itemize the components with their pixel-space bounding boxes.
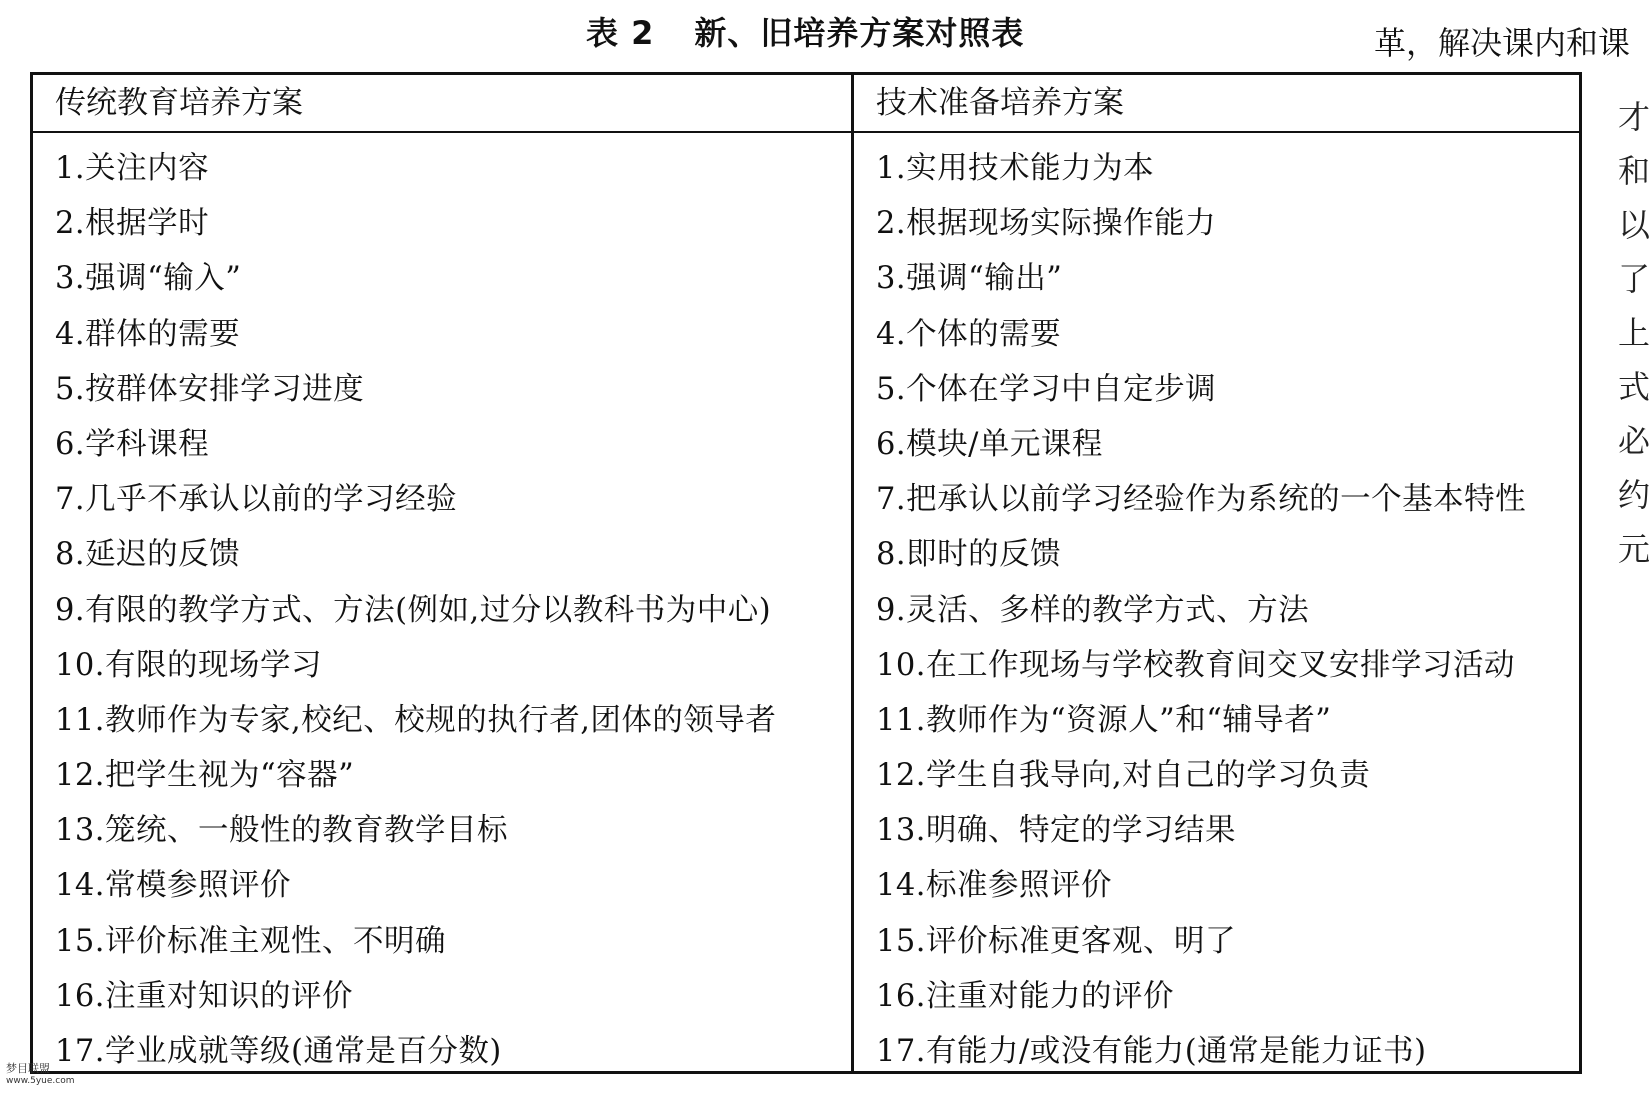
cropped-edge-char: 以 <box>1618 206 1650 244</box>
technical-plan-item: 2.根据现场实际操作能力 <box>876 206 1217 242</box>
traditional-plan-item: 7.几乎不承认以前的学习经验 <box>55 482 458 518</box>
traditional-plan-items <box>33 133 851 1079</box>
technical-plan-item: 7.把承认以前学习经验作为系统的一个基本特性 <box>876 482 1527 518</box>
comparison-table <box>30 72 1582 1074</box>
cropped-body-text-edge <box>1618 90 1650 1080</box>
traditional-plan-item: 16.注重对知识的评价 <box>55 978 354 1014</box>
technical-plan-header: 技术准备培养方案 <box>854 75 1579 133</box>
traditional-plan-item: 1.关注内容 <box>55 151 210 186</box>
traditional-plan-item: 2.根据学时 <box>55 206 210 242</box>
traditional-plan-item: 15.评价标准主观性、不明确 <box>55 923 447 959</box>
table-number: 表 2 <box>586 14 655 52</box>
traditional-plan-item: 13.笼统、一般性的教育教学目标 <box>55 813 509 849</box>
traditional-plan-item: 9.有限的教学方式、方法(例如,过分以教科书为中心) <box>55 592 772 628</box>
traditional-plan-item: 14.常模参照评价 <box>55 868 292 904</box>
traditional-plan-item: 5.按群体安排学习进度 <box>55 371 365 407</box>
technical-plan-item: 11.教师作为“资源人”和“辅导者” <box>876 702 1332 738</box>
technical-plan-item: 1.实用技术能力为本 <box>876 151 1155 186</box>
technical-plan-item: 13.明确、特定的学习结果 <box>876 813 1237 849</box>
traditional-plan-item: 10.有限的现场学习 <box>55 647 323 683</box>
cropped-edge-char: 约 <box>1618 476 1650 514</box>
cropped-edge-char: 元 <box>1618 530 1650 568</box>
technical-plan-items <box>854 133 1579 1079</box>
traditional-plan-item: 12.把学生视为“容器” <box>55 758 355 794</box>
body-text-fragment: 革，解决课内和课 <box>1374 24 1631 62</box>
table-title: 新、旧培养方案对照表 <box>694 14 1025 52</box>
watermark-name: 梦目联盟 <box>6 1062 50 1075</box>
traditional-plan-item: 6.学科课程 <box>55 426 210 462</box>
traditional-plan-header: 传统教育培养方案 <box>33 75 851 133</box>
technical-plan-item: 3.强调“输出” <box>876 261 1063 297</box>
technical-plan-item: 4.个体的需要 <box>876 316 1062 352</box>
cropped-edge-char: 式 <box>1618 368 1650 406</box>
traditional-plan-item: 4.群体的需要 <box>55 316 241 352</box>
watermark-url: www.5yue.com <box>6 1076 75 1086</box>
cropped-edge-char: 和 <box>1618 152 1650 190</box>
technical-plan-item: 10.在工作现场与学校教育间交叉安排学习活动 <box>876 647 1516 683</box>
technical-plan-item: 16.注重对能力的评价 <box>876 978 1175 1014</box>
cropped-edge-char: 了 <box>1618 260 1650 298</box>
technical-plan-item: 12.学生自我导向,对自己的学习负责 <box>876 758 1371 794</box>
traditional-plan-item: 3.强调“输入” <box>55 261 242 297</box>
technical-plan-item: 17.有能力/或没有能力(通常是能力证书) <box>876 1034 1427 1069</box>
technical-plan-item: 9.灵活、多样的教学方式、方法 <box>876 592 1310 628</box>
technical-plan-item: 8.即时的反馈 <box>876 537 1062 573</box>
traditional-plan-item: 11.教师作为专家,校纪、校规的执行者,团体的领导者 <box>55 702 777 738</box>
cropped-edge-char: 上 <box>1618 314 1650 352</box>
table-caption <box>586 8 1024 54</box>
cropped-edge-char: 必 <box>1618 422 1650 460</box>
traditional-plan-item: 17.学业成就等级(通常是百分数) <box>55 1034 502 1069</box>
technical-plan-item: 14.标准参照评价 <box>876 868 1113 904</box>
cropped-edge-char: 才 <box>1618 98 1650 136</box>
technical-plan-column <box>854 75 1579 1071</box>
technical-plan-item: 5.个体在学习中自定步调 <box>876 371 1217 407</box>
site-watermark <box>6 1062 75 1088</box>
traditional-plan-item: 8.延迟的反馈 <box>55 537 241 573</box>
technical-plan-item: 15.评价标准更客观、明了 <box>876 923 1237 959</box>
traditional-plan-column <box>33 75 851 1071</box>
technical-plan-item: 6.模块/单元课程 <box>876 426 1103 462</box>
